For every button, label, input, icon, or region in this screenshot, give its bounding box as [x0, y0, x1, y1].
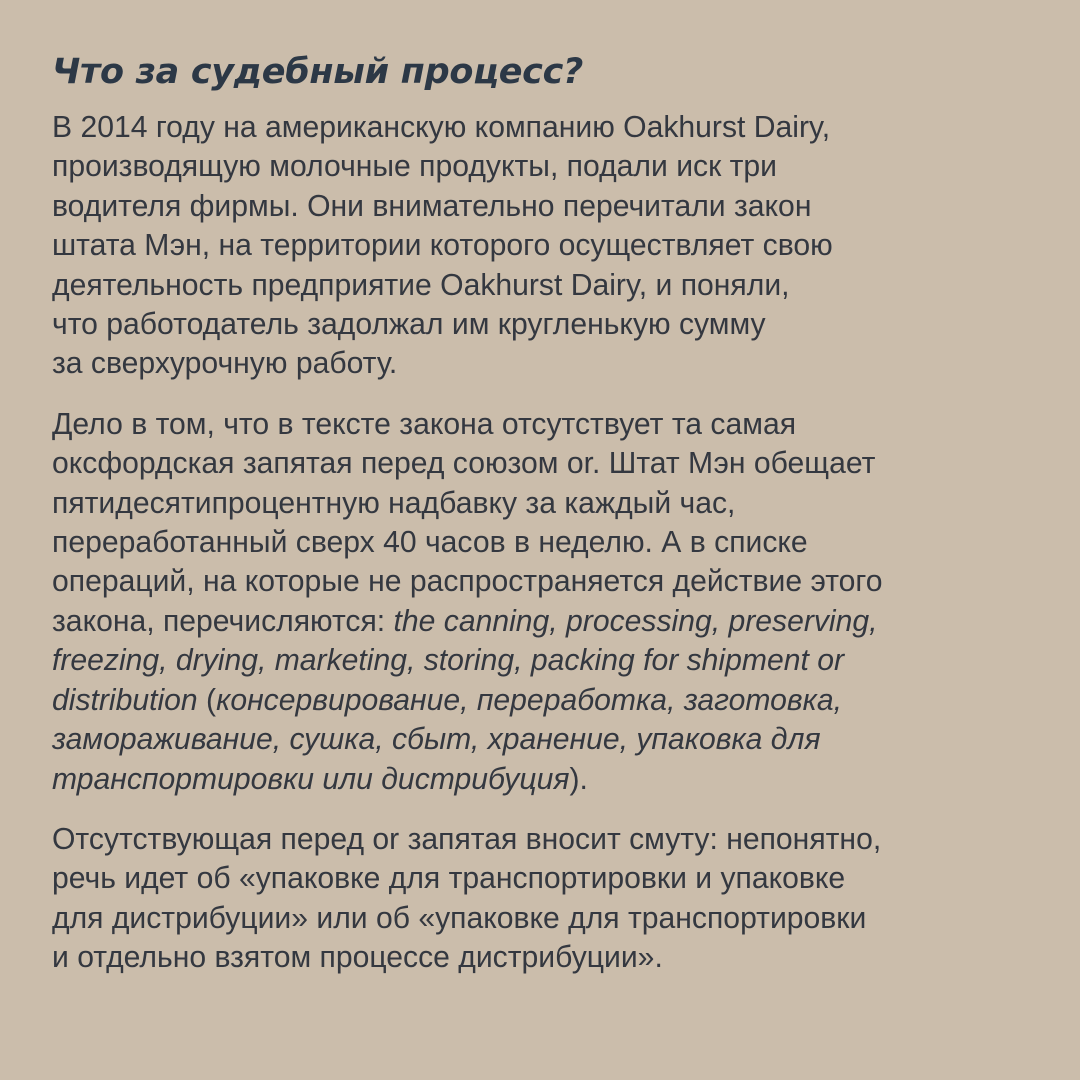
- text-segment: речь идет об «упаковке для транспортировки и упаковке: [52, 862, 846, 896]
- text-segment: водителя фирмы. Они внимательно перечитали закон: [52, 189, 812, 223]
- text-line: [52, 523, 1042, 562]
- italic-text: консервирование, переработка, заготовка,: [216, 683, 842, 717]
- text-segment: оксфордская запятая перед союзом or. Штат Мэн обещает: [52, 447, 876, 481]
- italic-text: транспортировки или дистрибуция: [52, 762, 570, 796]
- italic-text: distribution: [52, 683, 198, 717]
- text-line: [52, 899, 1042, 938]
- italic-text: the canning, processing, preserving,: [393, 604, 878, 638]
- text-line: [52, 147, 1042, 186]
- text-line: [52, 681, 1042, 720]
- text-line: [52, 187, 1042, 226]
- text-line: [52, 760, 1042, 799]
- text-line: [52, 444, 1042, 483]
- text-segment: ).: [569, 762, 588, 796]
- text-line: [52, 405, 1042, 444]
- text-segment: В 2014 году на американскую компанию Oakhurst Dairy,: [52, 111, 831, 144]
- text-segment: и отдельно взятом процессе дистрибуции».: [52, 941, 663, 975]
- text-line: [52, 305, 1042, 344]
- text-line: [52, 938, 1042, 977]
- text-segment: производящую молочные продукты, подали иск три: [52, 150, 778, 184]
- italic-text: замораживание, сушка, сбыт, хранение, упаковка для: [52, 723, 821, 757]
- text-line: [52, 602, 1042, 641]
- text-line: [52, 859, 1042, 898]
- italic-text: freezing, drying, marketing, storing, packing for shipment or: [52, 644, 844, 678]
- text-line: [52, 484, 1042, 523]
- paragraph-3: [52, 820, 1042, 978]
- text-segment: Отсутствующая перед or запятая вносит смуту: непонятно,: [52, 822, 882, 856]
- text-line: [52, 266, 1042, 305]
- text-segment: пятидесятипроцентную надбавку за каждый час,: [52, 486, 736, 520]
- text-segment: переработанный сверх 40 часов в неделю. А в списке: [52, 526, 808, 560]
- text-segment: деятельность предприятие Oakhurst Dairy, и поняли,: [52, 268, 790, 302]
- text-segment: штата Мэн, на территории которого осуществляет свою: [52, 229, 833, 263]
- text-segment: операций, на которые не распространяется действие этого: [52, 565, 883, 599]
- text-segment: (: [197, 683, 217, 717]
- text-segment: что работодатель задолжал им кругленькую сумму: [52, 308, 766, 342]
- paragraph-1: [52, 108, 1042, 384]
- article-title: Что за судебный процесс?: [52, 52, 584, 92]
- article: [52, 44, 1042, 999]
- text-line: [52, 720, 1042, 759]
- text-segment: за сверхурочную работу.: [52, 347, 398, 381]
- text-segment: закона, перечисляются:: [52, 604, 394, 638]
- article-body: [52, 108, 1042, 978]
- text-segment: для дистрибуции» или об «упаковке для транспортировки: [52, 901, 867, 935]
- text-line: [52, 226, 1042, 265]
- text-line: [52, 820, 1042, 859]
- paragraph-2: [52, 405, 1042, 799]
- text-line: [52, 344, 1042, 383]
- text-line: [52, 641, 1042, 680]
- text-line: [52, 108, 1042, 147]
- text-segment: Дело в том, что в тексте закона отсутствует та самая: [52, 407, 797, 441]
- text-line: [52, 562, 1042, 601]
